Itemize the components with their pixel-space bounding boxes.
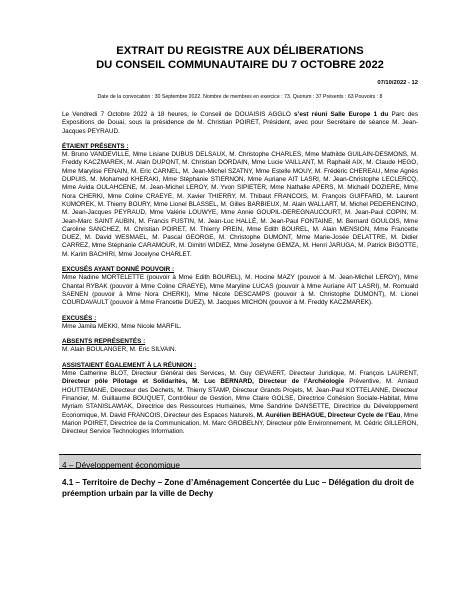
assistaient-list: Mme Catherine BLOT, Directeur Général des Services, M. Guy GEVAERT, Directeur Juridique, M. François LAURENT, Directeur pôle Pilotage et Solidarités, M. Luc BERNARD, Directeur de l’Archéologie Préventive, M. Arnaud HOUTTEMANE, Directeur des Déchets, M. Thierry STAMP, Directeur Grands Projets, M. Jean-Paul KOTTELANNE, Directeur Financier, M. Guillaume BOUQUET, Contrôleur de Gestion, Mme Claire GOLSE, Directrice Cohésion Sociale-Habitat, Mme Myriam STANISLAWIAK, Directrice des Ressources Humaines, Mme Sandrine DANSETTE, Directrice du Développement Economique, M. David FRANCOIS, Directeur des Espaces Naturels, M. Aurélien BEHAGUE, Directeur Cycle de l’Eau, Mme Marion POIRET, Directrice de la Communication, M. Marc GROBELNY, Directeur pôle Environnement, M. Cédric GILLERON, Directeur Service Technologies Information.	[62, 370, 418, 436]
section-bar	[59, 454, 421, 469]
assistaient-heading: ASSISTAIENT ÉGALEMENT À LA RÉUNION :	[62, 361, 197, 369]
intro-paragraph: Le Vendredi 7 Octobre 2022 à 18 heures, le Conseil de DOUAISIS AGGLO s’est réuni Salle Europe 1 du Parc des Expositions de Douai, sous la présidence de M. Christian POIRET, Président, avec pour Secrétaire de séance M. Jean-Jacques PEYRAUD.	[62, 111, 418, 135]
presents-heading: ÉTAIENT PRÉSENTS :	[62, 142, 129, 150]
pouvoirs-heading: EXCUSÉS AYANT DONNÉ POUVOIR :	[62, 266, 175, 274]
document-title-line2: DU CONSEIL COMMUNAUTAIRE DU 7 OCTOBRE 2022	[96, 59, 384, 71]
deliberation-reference: 07/10/2022 - 12	[377, 80, 418, 86]
document-title-line1: EXTRAIT DU REGISTRE AUX DÉLIBERATIONS	[116, 45, 364, 57]
deliberation-title: 4.1 – Territoire de Dechy – Zone d’Aménagement Concertée du Luc – Délégation du droit de préemption urbain par la ville de Dechy	[62, 478, 415, 498]
section-label: 4 – Développement économique	[62, 461, 180, 471]
representes-list: M. Alain BOULANGER, M. Eric SILVAIN.	[62, 346, 177, 354]
presents-list: M. Bruno VANDEVILLE, Mme Lisiane DUBUS DELSAUX, M. Christophe CHARLES, Mme Mathilde GUILAIN-DESMONS, M. Freddy KACZMAREK, M. Alain DUPONT, M. Christian DORDAIN, Mme Lucie VAILLANT, M. Raphaël AIX, M. Claude HEGO, Mme Marylise FENAIN, M. Eric CARNEL, M. Jean-Michel SZATNY, Mme Estelle MOUY, M. Frédéric CHEREAU, Mme Agnès DUPUIS, M. Mohamed KHERAKI, Mme Stéphanie STIERNON, Mme Auriane AIT LASRI, M. Jean-Christophe LECLERCQ, Mme Avida OULAHCENE, M. Jean-Michel LEROY, M. Yvon SIPIETER, Mme Nathalie APERS, M. Michaël DOZIERE, Mme Nora CHERKI, Mme Coline CRAEYE, M. Xavier THIERRY, M. Thibaut FRANCOIS, M. François GUIFFARD, M. Laurent KUMOREK, M. Thierry BOURY, Mme Lionel BLASSEL, M. Gilles BARBIEUX, M. Alain WALLART, M. Michel PEDERENCINO, M. Jean-Jacques PEYRAUD, Mme Valérie LOUWYE, Mme Annie GOUPIL-DEREGNAUCOURT, M. Jean-Paul COPIN, M. Jean-Marc SAINT AUBIN, M. Francis FUSTIN, M. Jean-Luc HALLÉ, M. Jean-Paul FONTAINE, M. Bernard GOULOIS, Mme Caroline SANCHEZ, M. Christian POIRET, M. Thierry PREIN, Mme Edith BOUREL, M. Alain MENSION, Mme Francette DUEZ, M. David WESMAEL, M. Pascal GEORGE, M. Christophe DUMONT, Mme Marie-Josée DELATTRE, M. Didier CARREZ, Mme Stéphanie CARAMOUR, M. Dimitri WIDIEZ, Mme Joselyne GEMZA, M. Henri JARUGA, M. Patrick BIGOTTE, M. Karim BACHIRI, Mme Jocelyne CHARLET.	[62, 151, 418, 258]
excuses-list: Mme Jamila MEKKI, Mme Nicole MARFIL.	[62, 322, 182, 330]
excuses-heading: EXCUSÉS :	[62, 314, 97, 322]
convocation-summary: Date de la convocation : 30 Septembre 2022. Nombre de membres en exercice : 73. Quorum : 37 Présents : 63 Pouvoirs : 8	[97, 94, 383, 100]
pouvoirs-list: Mme Nadine MORTELETTE (pouvoir à Mme Edith BOUREL), M. Hocine MAZY (pouvoir à M. Jean-Michel LEROY), Mme Chantal RYBAK (pouvoir à Mme Coline CRAEYE), Mme Maryline LUCAS (pouvoir à Mme Auriane AIT LASRI), M. Romuald SAENEN (pouvoir à Mme Nora CHERKI), Mme Nicole DESCAMPS (pouvoir à M. Christophe DUMONT), M. Lionel COURDAVAULT (pouvoir à Mme Francette DUEZ), M. Jacques MICHON (pouvoir à M. Freddy KACZMAREK).	[62, 274, 418, 307]
representes-heading: ABSENTS REPRÉSENTÉS :	[62, 338, 146, 346]
document-page	[62, 44, 418, 499]
